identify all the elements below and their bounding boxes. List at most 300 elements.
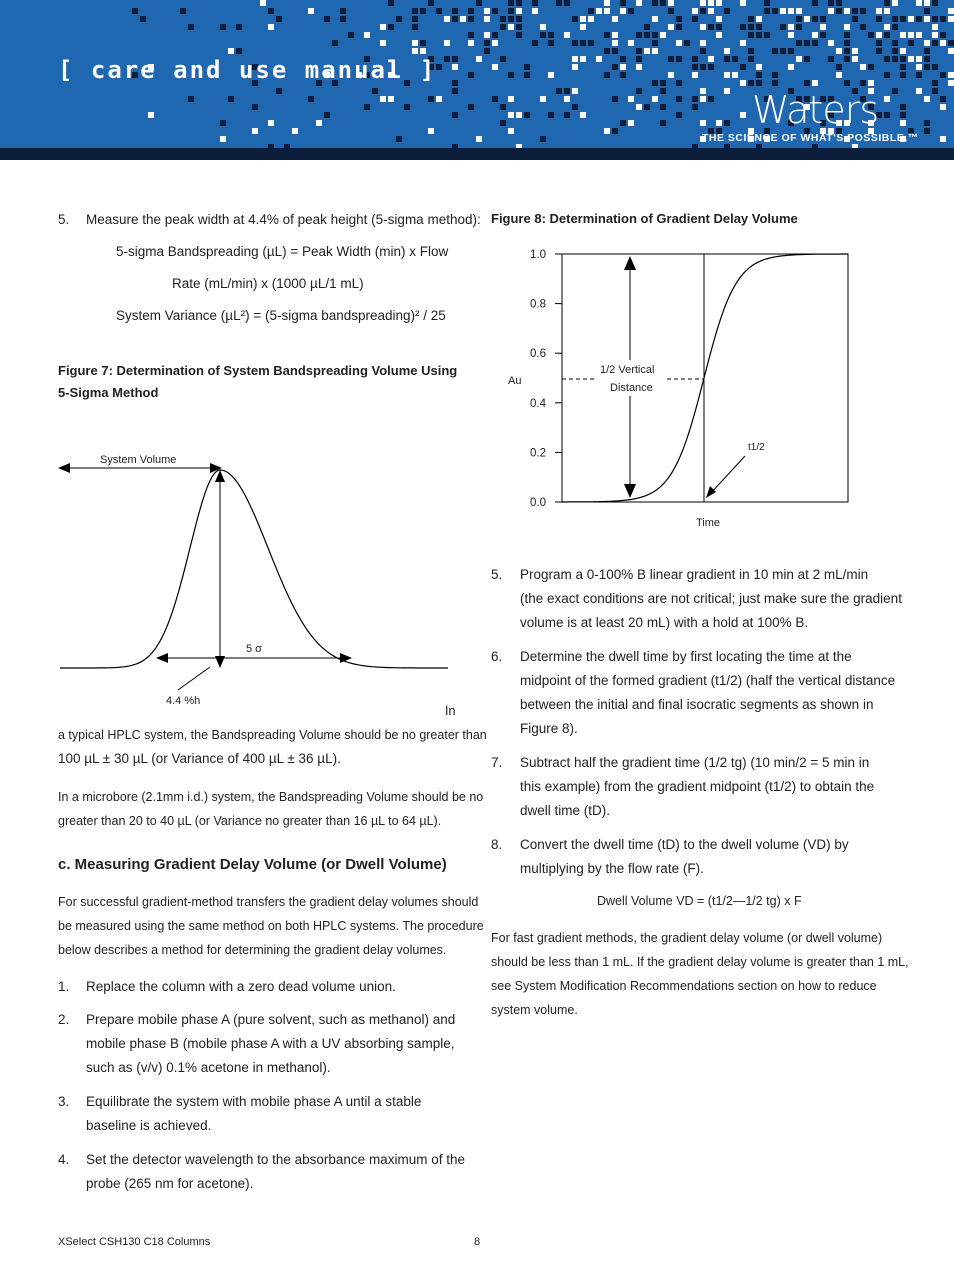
pixel-block (924, 64, 930, 70)
pixel-block (412, 8, 418, 14)
pixel-block (860, 80, 866, 86)
pixel-block (636, 64, 642, 70)
pixel-block (484, 48, 490, 54)
pixel-block (572, 16, 578, 22)
pixel-block (540, 32, 546, 38)
pixel-block (484, 8, 490, 14)
pixel-block (604, 48, 610, 54)
pixel-block (220, 120, 226, 126)
pixel-block (340, 16, 346, 22)
pixel-block (948, 80, 954, 86)
step3-l1: Equilibrate the system with mobile phase A until a stable (86, 1094, 422, 1109)
pixel-block (548, 112, 554, 118)
pixel-block (604, 8, 610, 14)
pixel-block (580, 24, 586, 30)
pixel-block (668, 56, 674, 62)
pixel-block (516, 8, 522, 14)
pixel-block (636, 32, 642, 38)
pixel-block (508, 0, 514, 6)
half-vertical-label-l2: Distance (610, 382, 653, 394)
pixel-block (748, 56, 754, 62)
x-axis-label: Time (696, 517, 721, 529)
pixel-block (628, 120, 634, 126)
pixel-block (700, 40, 706, 46)
pixel-block (884, 56, 890, 62)
pixel-block (508, 24, 514, 30)
pixel-block (516, 16, 522, 22)
pixel-block (612, 16, 618, 22)
pixel-block (468, 16, 474, 22)
pixel-block (788, 24, 794, 30)
rstep7-l1: Subtract half the gradient time (1/2 tg) (10 min/2 = 5 min in (520, 755, 870, 770)
pixel-block (492, 40, 498, 46)
pixel-block (492, 32, 498, 38)
pixel-block (548, 72, 554, 78)
pixel-block (732, 72, 738, 78)
vd-arrow-bottom (624, 484, 636, 498)
pixel-block (468, 72, 474, 78)
pixel-block (532, 0, 538, 6)
formula-line-1: 5-sigma Bandspreading (µL) = Peak Width (min) x Flow (116, 244, 449, 259)
pixel-block (308, 96, 314, 102)
pixel-block (740, 0, 746, 6)
rstep5-num: 5. (491, 567, 503, 582)
pixel-block (652, 40, 658, 46)
vd-arrow-top (624, 256, 636, 270)
pixel-block (708, 64, 714, 70)
pixel-block (764, 32, 770, 38)
pixel-block (396, 136, 402, 142)
pixel-block (620, 8, 626, 14)
pixel-block (676, 40, 682, 46)
pixel-block (468, 32, 474, 38)
pixel-block (724, 72, 730, 78)
pixel-block (892, 88, 898, 94)
pixel-block (796, 24, 802, 30)
pixel-block (652, 32, 658, 38)
pixel-block (836, 8, 842, 14)
pixel-block (948, 48, 954, 54)
pixel-block (588, 16, 594, 22)
pixel-block (716, 24, 722, 30)
pixel-block (492, 8, 498, 14)
pixel-block (524, 112, 530, 118)
pixel-block (924, 128, 930, 134)
step4-l1: Set the detector wavelength to the absorbance maximum of the (86, 1152, 465, 1167)
pixel-block (844, 8, 850, 14)
footer-product: XSelect CSH130 C18 Columns (58, 1236, 211, 1248)
pixel-block (772, 80, 778, 86)
pixel-block (428, 96, 434, 102)
pixel-block (892, 0, 898, 6)
pixel-block (932, 24, 938, 30)
pixel-block (276, 88, 282, 94)
para3-l2: be measured using the same method on both HPLC systems. The procedure (58, 919, 484, 933)
pixel-block (700, 96, 706, 102)
pixel-block (644, 104, 650, 110)
pixel-block (500, 24, 506, 30)
pixel-block (484, 32, 490, 38)
pixel-block (572, 40, 578, 46)
pixel-block (556, 88, 562, 94)
pixel-block (916, 72, 922, 78)
pixel-block (476, 0, 482, 6)
pixel-block (708, 24, 714, 30)
pixel-block (436, 64, 442, 70)
pixel-block (932, 64, 938, 70)
pixel-block (420, 8, 426, 14)
pixel-block (540, 96, 546, 102)
pixel-block (772, 72, 778, 78)
pixel-block (564, 96, 570, 102)
pixel-block (612, 40, 618, 46)
y-tick-label: 0.6 (530, 348, 546, 361)
pixel-block (916, 16, 922, 22)
pixel-block (508, 112, 514, 118)
pixel-block (660, 104, 666, 110)
pixel-block (692, 104, 698, 110)
para1-l2: 100 µL ± 30 µL (or Variance of 400 µL ± 36 µL). (58, 751, 341, 766)
pixel-block (668, 0, 674, 6)
pixel-block (804, 16, 810, 22)
pixel-block (140, 16, 146, 22)
pixel-block (924, 0, 930, 6)
system-volume-label: System Volume (100, 454, 177, 466)
pixel-block (724, 88, 730, 94)
pixel-block (748, 16, 754, 22)
pixel-block (388, 24, 394, 30)
t12-label: t1/2 (748, 442, 765, 453)
pixel-block (764, 0, 770, 6)
step5-text: Measure the peak width at 4.4% of peak height (5-sigma method): (86, 212, 481, 227)
pixel-block (252, 104, 258, 110)
y-tick-label: 1.0 (530, 249, 546, 261)
pixel-block (892, 24, 898, 30)
pixel-block (564, 0, 570, 6)
pixel-block (868, 80, 874, 86)
in-word: In (445, 704, 456, 718)
pixel-block (884, 112, 890, 118)
pixel-block (324, 16, 330, 22)
pixel-block (380, 96, 386, 102)
pixel-block (820, 24, 826, 30)
pixel-block (940, 104, 946, 110)
fig7-caption-l1: Figure 7: Determination of System Bandspreading Volume Using (58, 363, 458, 378)
pixel-block (900, 120, 906, 126)
pixel-block (948, 16, 954, 22)
pixel-block (892, 40, 898, 46)
pixel-block (884, 96, 890, 102)
pixel-block (620, 0, 626, 6)
pixel-block (948, 8, 954, 14)
pixel-block (636, 104, 642, 110)
pixel-block (396, 16, 402, 22)
pixel-block (852, 48, 858, 54)
pixel-block (620, 56, 626, 62)
pixel-block (644, 48, 650, 54)
pixel-block (908, 32, 914, 38)
pixel-block (628, 8, 634, 14)
pixel-block (484, 16, 490, 22)
pixel-block (780, 8, 786, 14)
pixel-block (916, 0, 922, 6)
rstep6-l3: between the initial and final isocratic segments as shown in (520, 697, 874, 712)
rstep7-l2: this example) from the gradient midpoint (t1/2) to obtain the (520, 779, 875, 794)
pixel-block (668, 72, 674, 78)
pixel-block (716, 16, 722, 22)
pixel-block (652, 96, 658, 102)
step2-l1: Prepare mobile phase A (pure solvent, such as methanol) and (86, 1012, 456, 1027)
pixel-block (900, 56, 906, 62)
pixel-block (444, 40, 450, 46)
y-axis-label: Au (508, 375, 522, 387)
pixel-block (500, 16, 506, 22)
pixel-block (228, 96, 234, 102)
para3-l1: For successful gradient-method transfers the gradient delay volumes should (58, 895, 479, 909)
pixel-block (900, 48, 906, 54)
pixel-block (268, 24, 274, 30)
pixel-block (564, 112, 570, 118)
pixel-block (676, 24, 682, 30)
rpara-l1: For fast gradient methods, the gradient delay volume (or dwell volume) (491, 931, 883, 945)
pixel-block (420, 40, 426, 46)
pixel-block (588, 40, 594, 46)
pixel-block (684, 40, 690, 46)
pixel-block (756, 72, 762, 78)
pixel-block (748, 48, 754, 54)
pixel-block (364, 32, 370, 38)
pixel-block (716, 32, 722, 38)
footer-page: 8 (474, 1236, 481, 1248)
pixel-block (932, 80, 938, 86)
pixel-block (844, 24, 850, 30)
pixel-block (828, 40, 834, 46)
pixel-block (772, 8, 778, 14)
pixel-block (844, 56, 850, 62)
pixel-block (460, 16, 466, 22)
pixel-block (924, 16, 930, 22)
pixel-block (708, 96, 714, 102)
pixel-block (652, 48, 658, 54)
pixel-block (844, 48, 850, 54)
pixel-block (628, 96, 634, 102)
pixel-block (268, 120, 274, 126)
pixel-block (532, 40, 538, 46)
pixel-block (844, 32, 850, 38)
step1-num: 1. (58, 979, 70, 994)
pixel-block (628, 40, 634, 46)
pixel-block (604, 32, 610, 38)
pixel-block (924, 40, 930, 46)
rstep6-l1: Determine the dwell time by first locating the time at the (520, 649, 852, 664)
pixel-block (868, 32, 874, 38)
pixel-block (788, 64, 794, 70)
pixel-block (796, 8, 802, 14)
pixel-block (804, 56, 810, 62)
pixel-block (452, 8, 458, 14)
rstep6-l2: midpoint of the formed gradient (t1/2) (half the vertical distance (520, 673, 896, 688)
pixel-block (428, 0, 434, 6)
pixel-block (892, 16, 898, 22)
pixel-block (388, 96, 394, 102)
pixel-block (940, 136, 946, 142)
pixel-block (412, 40, 418, 46)
pixel-block (932, 0, 938, 6)
step4-l2: probe (265 nm for acetone). (86, 1176, 254, 1191)
rstep7-l3: dwell time (tD). (520, 803, 611, 818)
pixel-block (644, 32, 650, 38)
pixel-block (676, 80, 682, 86)
pixel-block (452, 64, 458, 70)
pixel-block (860, 8, 866, 14)
pixel-block (764, 8, 770, 14)
pixel-block (940, 16, 946, 22)
pixel-block (908, 40, 914, 46)
formula-line-3: System Variance (µL²) = (5-sigma bandspreading)² / 25 (116, 308, 446, 323)
pixel-block (780, 48, 786, 54)
5sigma-label: 5 σ (246, 643, 262, 655)
pixel-block (620, 64, 626, 70)
arrow-5s-left (156, 653, 168, 663)
y-tick-label: 0.8 (530, 298, 546, 311)
pixel-block (612, 48, 618, 54)
pixel-block (828, 0, 834, 6)
step4-num: 4. (58, 1152, 70, 1167)
pixel-block (636, 88, 642, 94)
pixel-block (884, 72, 890, 78)
fig8-caption: Figure 8: Determination of Gradient Delay Volume (491, 211, 798, 226)
pixel-block (580, 16, 586, 22)
pixel-block (740, 112, 746, 118)
pixel-block (444, 56, 450, 62)
pixel-block (508, 16, 514, 22)
pixel-block (796, 56, 802, 62)
pixel-block (612, 96, 618, 102)
pixel-block (780, 24, 786, 30)
pixel-block (740, 80, 746, 86)
pixel-block (820, 16, 826, 22)
pixel-block (252, 128, 258, 134)
pixel-block (580, 56, 586, 62)
44h-pointer (178, 667, 210, 690)
pixel-block (188, 24, 194, 30)
rstep6-num: 6. (491, 649, 503, 664)
pixel-block (436, 96, 442, 102)
pixel-block (836, 64, 842, 70)
pixel-block (756, 80, 762, 86)
pixel-block (836, 0, 842, 6)
pixel-block (668, 24, 674, 30)
pixel-block (452, 112, 458, 118)
header-banner (0, 0, 954, 160)
pixel-block (788, 8, 794, 14)
pixel-block (820, 32, 826, 38)
pixel-block (508, 96, 514, 102)
pixel-block (868, 64, 874, 70)
pixel-block (900, 64, 906, 70)
y-tick-label: 0.0 (530, 497, 546, 509)
pixel-block (580, 112, 586, 118)
step2-num: 2. (58, 1012, 70, 1027)
pixel-block (916, 32, 922, 38)
pixel-block (700, 24, 706, 30)
pixel-block (660, 120, 666, 126)
pixel-block (692, 8, 698, 14)
pixel-block (484, 40, 490, 46)
pixel-block (900, 72, 906, 78)
pixel-block (500, 120, 506, 126)
pixel-block (852, 8, 858, 14)
para2-l2: greater than 20 to 40 µL (or Variance no greater than 16 µL to 64 µL). (58, 814, 442, 828)
pixel-block (700, 64, 706, 70)
rstep6-l4: Figure 8). (520, 721, 578, 736)
pixel-block (900, 112, 906, 118)
pixel-block (588, 8, 594, 14)
pixel-block (436, 8, 442, 14)
pixel-block (708, 0, 714, 6)
pixel-block (228, 48, 234, 54)
pixel-block (924, 120, 930, 126)
waters-logo: Waters (752, 88, 879, 132)
pixel-block (308, 8, 314, 14)
pixel-block (572, 64, 578, 70)
pixel-block (796, 16, 802, 22)
pixel-block (692, 16, 698, 22)
pixel-block (932, 16, 938, 22)
pixel-block (900, 32, 906, 38)
pixel-block (748, 80, 754, 86)
pixel-block (932, 88, 938, 94)
pixel-block (876, 16, 882, 22)
pixel-block (444, 16, 450, 22)
pixel-block (620, 72, 626, 78)
pixel-block (900, 16, 906, 22)
pixel-block (812, 40, 818, 46)
pixel-block (852, 56, 858, 62)
pixel-block (692, 64, 698, 70)
pixel-block (420, 48, 426, 54)
pixel-block (324, 112, 330, 118)
para3-l3: below describes a method for determining the gradient delay volumes. (58, 943, 447, 957)
pixel-block (412, 16, 418, 22)
pixel-block (636, 56, 642, 62)
pixel-block (604, 128, 610, 134)
pixel-block (932, 32, 938, 38)
pixel-block (388, 0, 394, 6)
rstep5-l3: volume is at least 20 mL) with a hold at 100% B. (520, 615, 809, 630)
step3-l2: baseline is achieved. (86, 1118, 212, 1133)
pixel-block (748, 32, 754, 38)
pixel-block (660, 80, 666, 86)
pixel-block (812, 80, 818, 86)
pixel-block (636, 0, 642, 6)
t12-pointer (710, 456, 745, 494)
arrow-head-left (58, 463, 70, 473)
pixel-block (404, 104, 410, 110)
pixel-block (724, 8, 730, 14)
rstep8-l1: Convert the dwell time (tD) to the dwell volume (VD) by (520, 837, 849, 852)
pixel-block (660, 0, 666, 6)
pixel-block (516, 32, 522, 38)
pixel-block (692, 96, 698, 102)
pixel-block (612, 128, 618, 134)
pixel-block (412, 48, 418, 54)
pixel-block (524, 64, 530, 70)
figure-7 (50, 440, 470, 720)
pixel-block (492, 64, 498, 70)
pixel-block (572, 104, 578, 110)
rstep8-l2: multiplying by the flow rate (F). (520, 861, 704, 876)
